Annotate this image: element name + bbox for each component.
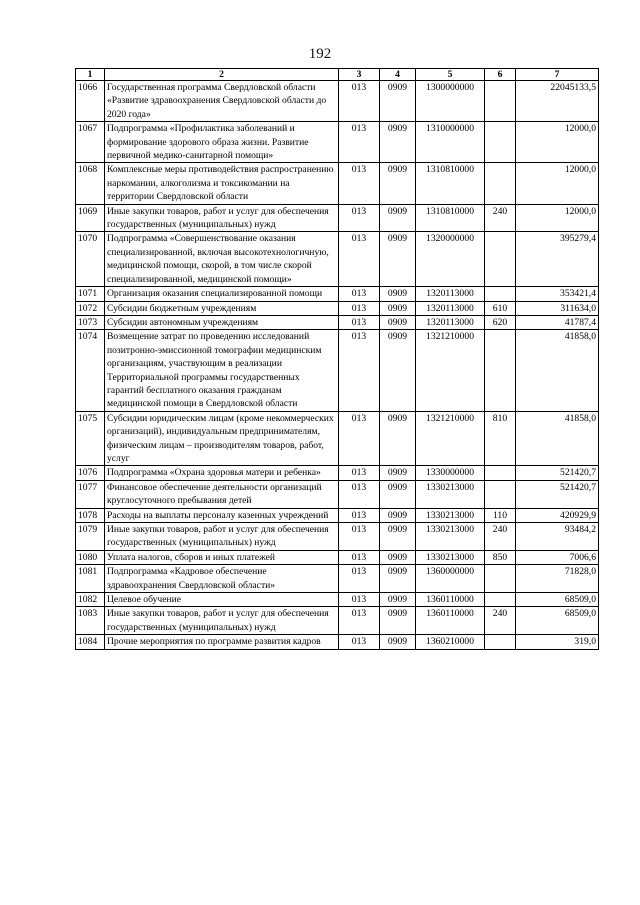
column-header: 3 (339, 69, 380, 81)
row-expense-type (485, 287, 516, 301)
row-number: 1076 (76, 466, 105, 480)
row-name: Государственная программа Свердловской области «Развитие здравоохранения Свердловской области до 2020 года» (105, 81, 339, 122)
row-ministry-code: 013 (339, 508, 380, 522)
row-expense-type: 240 (485, 523, 516, 551)
row-amount: 12000,0 (516, 204, 599, 232)
row-expense-type (485, 122, 516, 163)
row-expense-type (485, 232, 516, 287)
row-name: Подпрограмма «Совершенствование оказания специализированной, включая высокотехнологичную, медицинской помощи, скорой, в том числе скорой специализированной, медицинской помощи» (105, 232, 339, 287)
row-target-code: 1330213000 (416, 523, 485, 551)
row-expense-type (485, 593, 516, 607)
row-amount: 319,0 (516, 635, 599, 649)
row-amount: 68509,0 (516, 607, 599, 635)
row-expense-type: 620 (485, 315, 516, 329)
row-ministry-code: 013 (339, 550, 380, 564)
row-number: 1082 (76, 593, 105, 607)
row-ministry-code: 013 (339, 301, 380, 315)
row-expense-type: 240 (485, 607, 516, 635)
table-row (76, 466, 599, 480)
row-number: 1074 (76, 330, 105, 411)
row-number: 1067 (76, 122, 105, 163)
row-section-code: 0909 (380, 122, 416, 163)
row-section-code: 0909 (380, 301, 416, 315)
row-target-code: 1320113000 (416, 301, 485, 315)
row-name: Возмещение затрат по проведению исследований позитронно-эмиссионной томографии медицинским организациям, участвующим в реализации Территориальной программы государственных гарантий бесплатного оказания гражданам медицинской помощи в Свердловской области (105, 330, 339, 411)
table-row (76, 232, 599, 287)
row-name: Иные закупки товаров, работ и услуг для обеспечения государственных (муниципальных) нужд (105, 607, 339, 635)
row-amount: 22045133,5 (516, 81, 599, 122)
row-name: Иные закупки товаров, работ и услуг для обеспечения государственных (муниципальных) нужд (105, 523, 339, 551)
row-target-code: 1320113000 (416, 287, 485, 301)
row-ministry-code: 013 (339, 81, 380, 122)
row-section-code: 0909 (380, 204, 416, 232)
row-ministry-code: 013 (339, 593, 380, 607)
row-number: 1083 (76, 607, 105, 635)
row-name: Целевое обучение (105, 593, 339, 607)
row-target-code: 1330000000 (416, 466, 485, 480)
row-amount: 395279,4 (516, 232, 599, 287)
row-section-code: 0909 (380, 480, 416, 508)
table-row (76, 301, 599, 315)
page-number: 192 (308, 46, 332, 62)
row-ministry-code: 013 (339, 315, 380, 329)
row-amount: 521420,7 (516, 480, 599, 508)
row-amount: 68509,0 (516, 593, 599, 607)
table-row (76, 411, 599, 466)
row-target-code: 1320000000 (416, 232, 485, 287)
row-number: 1084 (76, 635, 105, 649)
header-row (76, 69, 599, 81)
row-expense-type: 240 (485, 204, 516, 232)
row-target-code: 1321210000 (416, 411, 485, 466)
row-name: Прочие мероприятия по программе развития кадров (105, 635, 339, 649)
column-header: 7 (516, 69, 599, 81)
table-row (76, 565, 599, 593)
row-number: 1072 (76, 301, 105, 315)
table-row (76, 480, 599, 508)
row-target-code: 1321210000 (416, 330, 485, 411)
budget-table (75, 68, 599, 650)
row-ministry-code: 013 (339, 330, 380, 411)
table-row (76, 315, 599, 329)
row-amount: 311634,0 (516, 301, 599, 315)
table-row (76, 523, 599, 551)
row-section-code: 0909 (380, 466, 416, 480)
row-section-code: 0909 (380, 565, 416, 593)
row-section-code: 0909 (380, 287, 416, 301)
row-number: 1077 (76, 480, 105, 508)
row-expense-type: 810 (485, 411, 516, 466)
column-header: 2 (105, 69, 339, 81)
row-ministry-code: 013 (339, 523, 380, 551)
row-ministry-code: 013 (339, 411, 380, 466)
row-section-code: 0909 (380, 635, 416, 649)
row-amount: 41787,4 (516, 315, 599, 329)
row-target-code: 1310810000 (416, 163, 485, 204)
row-name: Субсидии юридическим лицам (кроме некоммерческих организаций), индивидуальным предпринимателям, физическим лицам – производителям товаров, работ, услуг (105, 411, 339, 466)
row-ministry-code: 013 (339, 480, 380, 508)
row-expense-type (485, 480, 516, 508)
row-expense-type (485, 565, 516, 593)
row-name: Подпрограмма «Охрана здоровья матери и ребенка» (105, 466, 339, 480)
table-row (76, 81, 599, 122)
row-ministry-code: 013 (339, 565, 380, 593)
row-number: 1073 (76, 315, 105, 329)
row-section-code: 0909 (380, 330, 416, 411)
row-ministry-code: 013 (339, 635, 380, 649)
row-expense-type (485, 635, 516, 649)
row-target-code: 1330213000 (416, 480, 485, 508)
row-number: 1068 (76, 163, 105, 204)
table-row (76, 330, 599, 411)
row-target-code: 1320113000 (416, 315, 485, 329)
row-name: Комплексные меры противодействия распространению наркомании, алкоголизма и токсикомании на территории Свердловской области (105, 163, 339, 204)
column-header: 6 (485, 69, 516, 81)
row-number: 1081 (76, 565, 105, 593)
table-row (76, 635, 599, 649)
table-row (76, 593, 599, 607)
row-amount: 353421,4 (516, 287, 599, 301)
row-number: 1080 (76, 550, 105, 564)
row-target-code: 1330213000 (416, 508, 485, 522)
table-row (76, 508, 599, 522)
row-target-code: 1330213000 (416, 550, 485, 564)
row-name: Финансовое обеспечение деятельности организаций круглосуточного пребывания детей (105, 480, 339, 508)
table-row (76, 607, 599, 635)
table-row (76, 122, 599, 163)
row-ministry-code: 013 (339, 204, 380, 232)
row-amount: 71828,0 (516, 565, 599, 593)
row-name: Субсидии автономным учреждениям (105, 315, 339, 329)
row-amount: 420929,9 (516, 508, 599, 522)
row-target-code: 1360000000 (416, 565, 485, 593)
row-number: 1070 (76, 232, 105, 287)
row-number: 1079 (76, 523, 105, 551)
row-section-code: 0909 (380, 315, 416, 329)
row-expense-type: 110 (485, 508, 516, 522)
row-name: Организация оказания специализированной помощи (105, 287, 339, 301)
row-target-code: 1310810000 (416, 204, 485, 232)
row-name: Иные закупки товаров, работ и услуг для обеспечения государственных (муниципальных) нужд (105, 204, 339, 232)
row-section-code: 0909 (380, 607, 416, 635)
row-section-code: 0909 (380, 593, 416, 607)
row-target-code: 1360210000 (416, 635, 485, 649)
row-amount: 7006,6 (516, 550, 599, 564)
row-target-code: 1360110000 (416, 593, 485, 607)
row-name: Расходы на выплаты персоналу казенных учреждений (105, 508, 339, 522)
row-amount: 41858,0 (516, 411, 599, 466)
row-expense-type: 850 (485, 550, 516, 564)
row-expense-type (485, 81, 516, 122)
column-header: 5 (416, 69, 485, 81)
row-amount: 41858,0 (516, 330, 599, 411)
column-header: 4 (380, 69, 416, 81)
row-name: Подпрограмма «Кадровое обеспечение здравоохранения Свердловской области» (105, 565, 339, 593)
table-row (76, 204, 599, 232)
row-amount: 12000,0 (516, 122, 599, 163)
row-number: 1066 (76, 81, 105, 122)
row-amount: 93484,2 (516, 523, 599, 551)
table-row (76, 550, 599, 564)
row-section-code: 0909 (380, 411, 416, 466)
row-amount: 521420,7 (516, 466, 599, 480)
row-name: Подпрограмма «Профилактика заболеваний и формирование здорового образа жизни. Развитие первичной медико-санитарной помощи» (105, 122, 339, 163)
row-section-code: 0909 (380, 550, 416, 564)
row-target-code: 1360110000 (416, 607, 485, 635)
row-number: 1069 (76, 204, 105, 232)
row-name: Уплата налогов, сборов и иных платежей (105, 550, 339, 564)
row-expense-type (485, 466, 516, 480)
row-ministry-code: 013 (339, 232, 380, 287)
table-row (76, 287, 599, 301)
row-expense-type (485, 330, 516, 411)
row-amount: 12000,0 (516, 163, 599, 204)
row-number: 1071 (76, 287, 105, 301)
row-section-code: 0909 (380, 508, 416, 522)
table-row (76, 163, 599, 204)
row-target-code: 1300000000 (416, 81, 485, 122)
row-section-code: 0909 (380, 163, 416, 204)
row-ministry-code: 013 (339, 607, 380, 635)
row-section-code: 0909 (380, 81, 416, 122)
row-section-code: 0909 (380, 523, 416, 551)
row-number: 1075 (76, 411, 105, 466)
row-target-code: 1310000000 (416, 122, 485, 163)
row-section-code: 0909 (380, 232, 416, 287)
row-ministry-code: 013 (339, 287, 380, 301)
row-number: 1078 (76, 508, 105, 522)
row-ministry-code: 013 (339, 122, 380, 163)
row-ministry-code: 013 (339, 163, 380, 204)
row-expense-type (485, 163, 516, 204)
row-ministry-code: 013 (339, 466, 380, 480)
row-expense-type: 610 (485, 301, 516, 315)
row-name: Субсидии бюджетным учреждениям (105, 301, 339, 315)
column-header: 1 (76, 69, 105, 81)
